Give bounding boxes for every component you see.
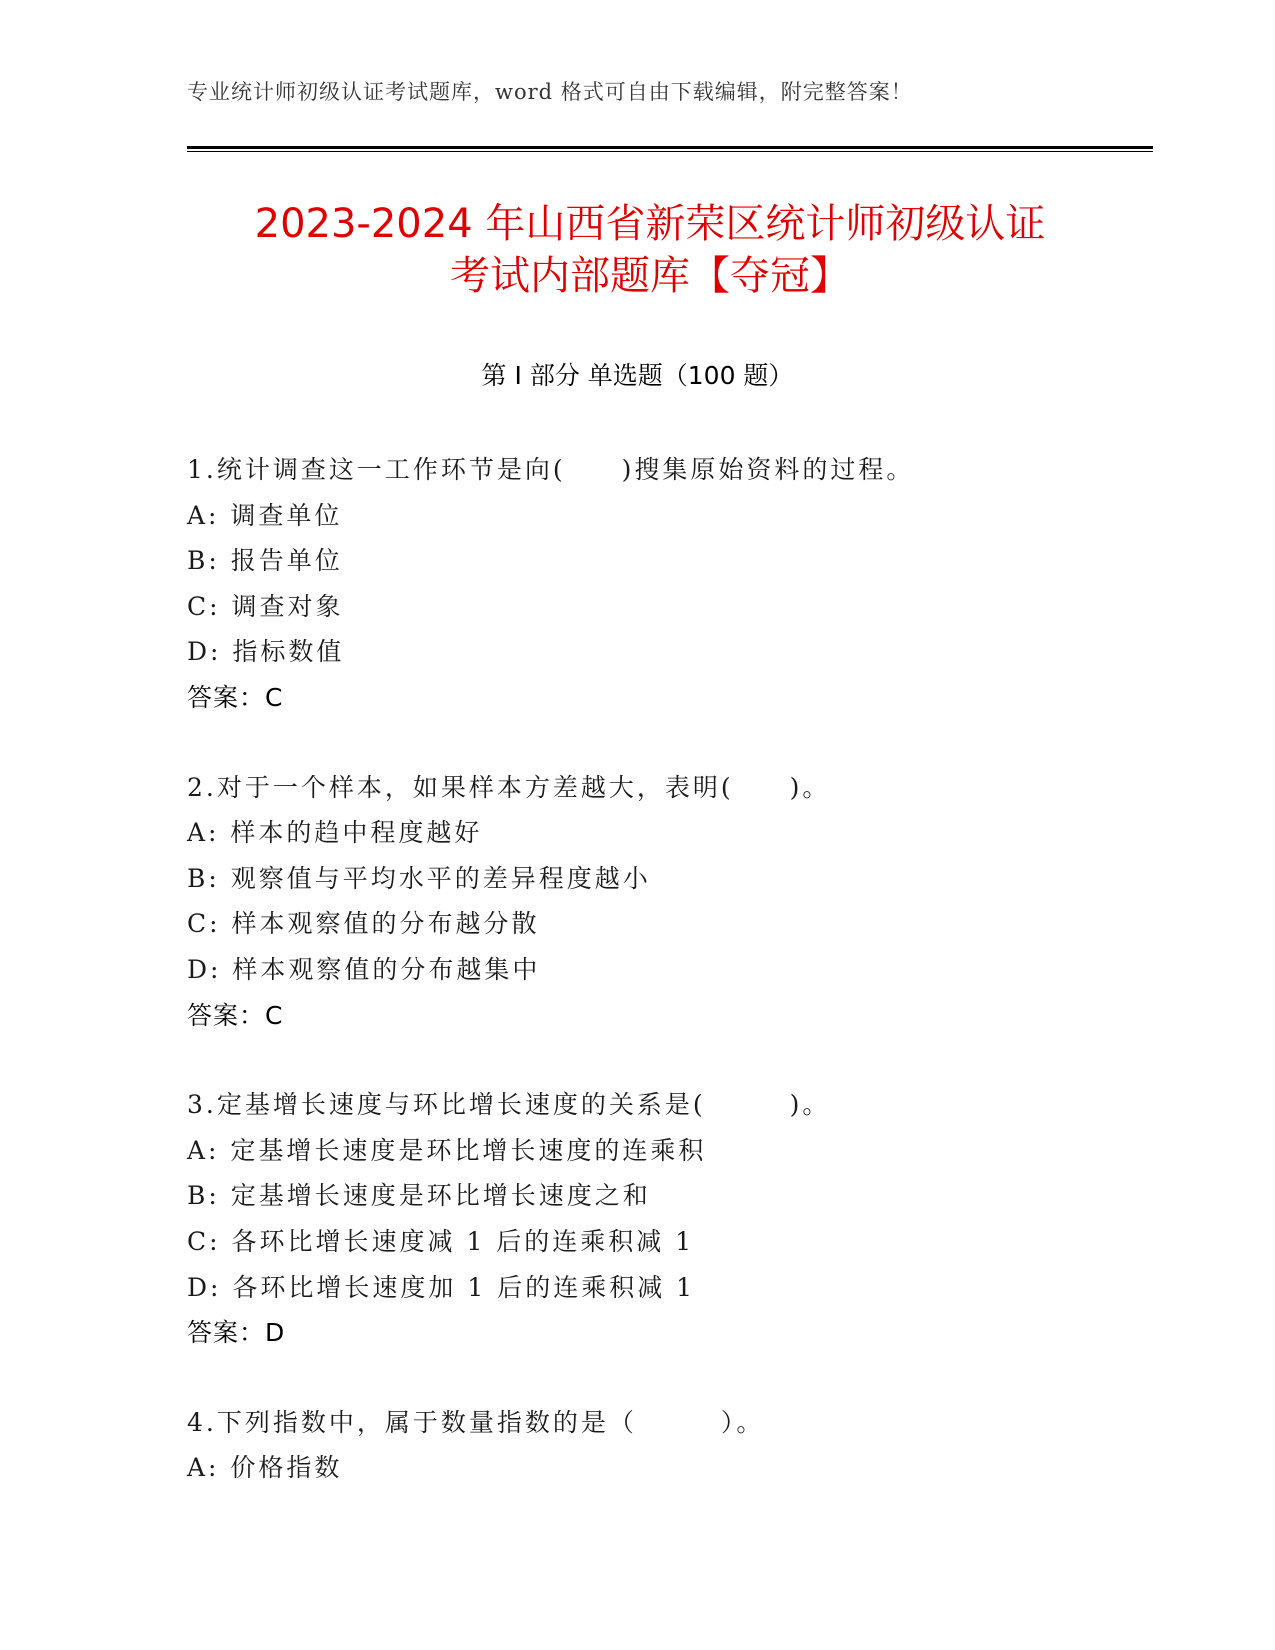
option-b: B: 定基增长速度是环比增长速度之和 bbox=[187, 1181, 651, 1211]
question-stem: 1.统计调查这一工作环节是向( )搜集原始资料的过程。 bbox=[187, 455, 915, 484]
header-divider-thin bbox=[187, 151, 1153, 152]
option-c: C: 各环比增长速度减 1 后的连乘积减 1 bbox=[187, 1226, 695, 1256]
option-c: C: 样本观察值的分布越分散 bbox=[187, 909, 540, 939]
document-title-line-2: 考试内部题库【夺冠】 bbox=[450, 253, 850, 299]
question-stem: 4.下列指数中，属于数量指数的是（ ）。 bbox=[187, 1407, 765, 1437]
question-stem: 3.定基增长速度与环比增长速度的关系是( )。 bbox=[187, 1090, 831, 1120]
question-2 bbox=[187, 765, 1153, 1039]
answer: 答案：C bbox=[187, 1000, 284, 1030]
header-divider-thick bbox=[187, 146, 1153, 149]
option-d: D: 各环比增长速度加 1 后的连乘积减 1 bbox=[187, 1272, 696, 1302]
question-4 bbox=[187, 1400, 1153, 1491]
document-title-line-1: 2023-2024 年山西省新荣区统计师初级认证 bbox=[254, 201, 1046, 247]
question-stem: 2.对于一个样本，如果样本方差越大，表明( )。 bbox=[187, 772, 831, 802]
option-d: D: 样本观察值的分布越集中 bbox=[187, 954, 541, 984]
document-title bbox=[150, 198, 1150, 302]
question-list bbox=[187, 447, 1153, 1535]
section-heading: 第 I 部分 单选题（100 题） bbox=[481, 361, 794, 390]
option-a: A: 调查单位 bbox=[187, 500, 343, 530]
answer: 答案：D bbox=[187, 1318, 286, 1348]
option-a: A: 样本的趋中程度越好 bbox=[187, 818, 483, 848]
option-c: C: 调查对象 bbox=[187, 591, 344, 621]
question-3 bbox=[187, 1082, 1153, 1356]
answer: 答案：C bbox=[187, 682, 284, 712]
question-1 bbox=[187, 447, 1153, 721]
option-b: B: 观察值与平均水平的差异程度越小 bbox=[187, 863, 651, 893]
option-a: A: 定基增长速度是环比增长速度的连乘积 bbox=[187, 1135, 707, 1165]
option-b: B: 报告单位 bbox=[187, 546, 343, 576]
option-a: A: 价格指数 bbox=[187, 1453, 343, 1483]
header-note: 专业统计师初级认证考试题库，word 格式可自由下载编辑，附完整答案！ bbox=[187, 80, 913, 104]
option-d: D: 指标数值 bbox=[187, 637, 345, 667]
